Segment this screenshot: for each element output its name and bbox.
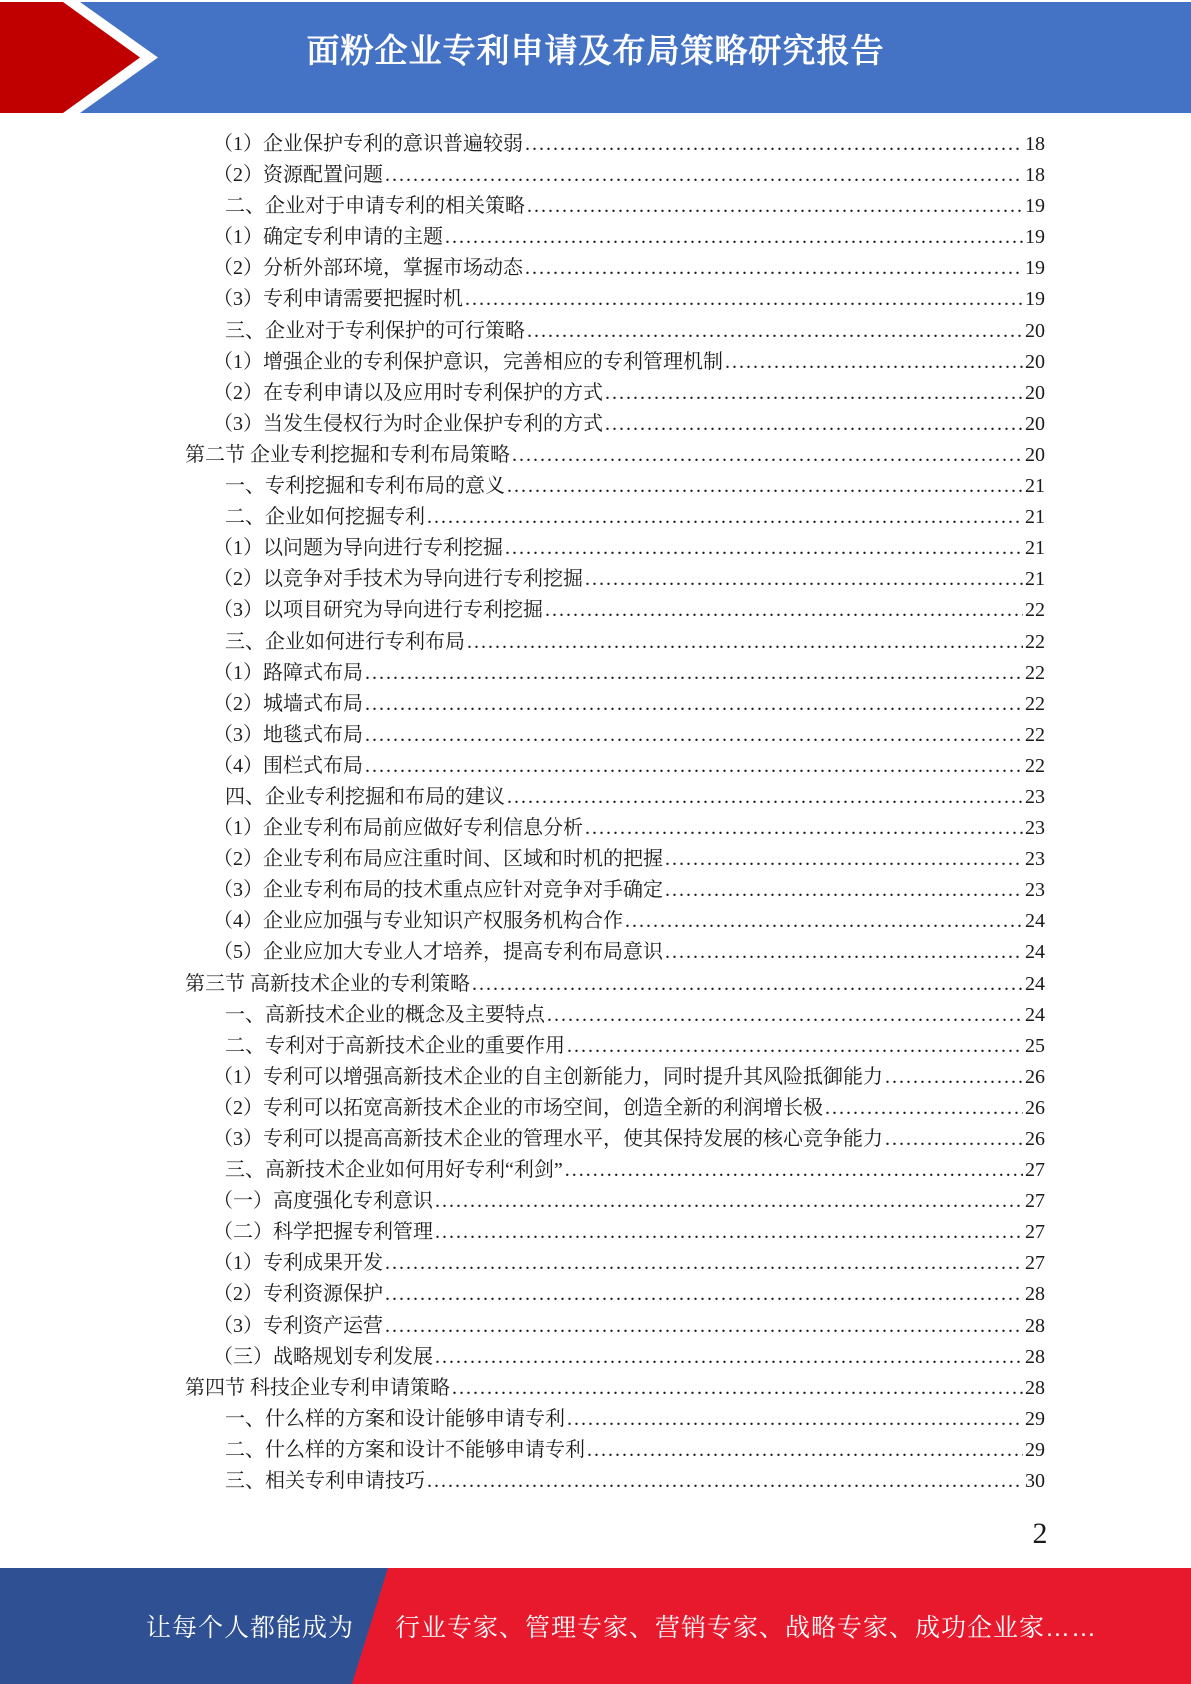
- toc-entry: [185, 875, 1045, 906]
- toc-entry-page: 22: [1025, 630, 1045, 653]
- toc-entry-label: （1）企业保护专利的意识普遍较弱: [213, 133, 523, 155]
- toc-dot-leader: [365, 689, 1023, 720]
- toc-entry-page: 20: [1025, 350, 1045, 373]
- toc-entry-label: （3）企业专利布局的技术重点应针对竞争对手确定: [213, 879, 663, 902]
- toc-entry-label: （3）专利资产运营: [213, 1314, 383, 1337]
- toc-dot-leader: [525, 129, 1023, 160]
- toc-entry-label: 二、专利对于高新技术企业的重要作用: [225, 1034, 565, 1057]
- report-title: 面粉企业专利申请及布局策略研究报告: [306, 32, 885, 69]
- toc-entry: [185, 253, 1045, 284]
- toc-entry-label: （1）增强企业的专利保护意识，完善相应的专利管理机制: [213, 350, 723, 373]
- toc-dot-leader: [525, 253, 1023, 284]
- toc-entry-label: 一、专利挖掘和专利布局的意义: [225, 475, 505, 498]
- toc-dot-leader: [547, 1000, 1023, 1031]
- toc-entry: [185, 1093, 1045, 1124]
- toc-dot-leader: [385, 1311, 1023, 1342]
- toc-entry-page: 27: [1025, 1190, 1045, 1213]
- toc-entry-page: 26: [1025, 1096, 1045, 1119]
- toc-entry-page: 30: [1025, 1470, 1045, 1493]
- toc-dot-leader: [435, 1342, 1023, 1373]
- toc-entry-label: （1）以问题为导向进行专利挖掘: [213, 537, 503, 560]
- toc-dot-leader: [435, 1217, 1023, 1248]
- toc-dot-leader: [505, 533, 1023, 564]
- toc-entry-page: 18: [1025, 164, 1045, 187]
- toc-entry-page: 24: [1025, 972, 1045, 995]
- toc-entry: [185, 284, 1045, 315]
- toc-entry: [185, 1000, 1045, 1031]
- toc-entry-page: 29: [1025, 1407, 1045, 1430]
- toc-entry-label: （2）专利可以拓宽高新技术企业的市场空间，创造全新的利润增长极: [213, 1096, 823, 1119]
- toc-entry-page: 25: [1025, 1034, 1045, 1057]
- toc-entry-label: （2）专利资源保护: [213, 1283, 383, 1306]
- toc-entry-label: （5）企业应加大专业人才培养，提高专利布局意识: [213, 941, 663, 964]
- toc-entry-page: 21: [1025, 506, 1045, 529]
- toc-dot-leader: [605, 409, 1023, 440]
- toc-entry-label: 二、什么样的方案和设计不能够申请专利: [225, 1438, 585, 1461]
- toc-dot-leader: [365, 658, 1023, 689]
- toc-entry-page: 21: [1025, 568, 1045, 591]
- toc-entry: [185, 1404, 1045, 1435]
- toc-entry-label: （2）分析外部环境，掌握市场动态: [213, 257, 523, 280]
- toc-entry-label: 第二节 企业专利挖掘和专利布局策略: [185, 443, 510, 466]
- toc-entry: [185, 1466, 1045, 1497]
- toc-dot-leader: [507, 782, 1023, 813]
- toc-dot-leader: [427, 1466, 1023, 1497]
- toc-entry: [185, 409, 1045, 440]
- toc-entry: [185, 906, 1045, 937]
- toc-entry-page: 28: [1025, 1314, 1045, 1337]
- toc-entry: [185, 1373, 1045, 1404]
- toc-dot-leader: [385, 1248, 1023, 1279]
- page-number: 2: [1032, 1517, 1048, 1550]
- toc-entry-label: 三、高新技术企业如何用好专利“利剑”: [225, 1159, 563, 1182]
- toc-entry-label: （1）路障式布局: [213, 661, 363, 684]
- toc-entry-label: 三、企业对于专利保护的可行策略: [225, 319, 525, 342]
- toc-entry-page: 22: [1025, 599, 1045, 622]
- toc-dot-leader: [665, 937, 1023, 968]
- toc-entry: [185, 595, 1045, 626]
- toc-entry-page: 18: [1025, 133, 1045, 155]
- toc-entry-label: 三、相关专利申请技巧: [225, 1470, 425, 1493]
- toc-entry: [185, 844, 1045, 875]
- toc-dot-leader: [527, 191, 1023, 222]
- toc-entry-page: 28: [1025, 1283, 1045, 1306]
- toc-dot-leader: [567, 1031, 1023, 1062]
- report-header-banner: [0, 2, 1191, 113]
- toc-entry-label: （3）专利可以提高高新技术企业的管理水平，使其保持发展的核心竞争能力: [213, 1128, 883, 1150]
- toc-dot-leader: [587, 1435, 1023, 1466]
- toc-entry-page: 26: [1025, 1128, 1045, 1150]
- toc-entry-page: 23: [1025, 817, 1045, 840]
- toc-entry: [185, 1186, 1045, 1217]
- toc-entry: [185, 937, 1045, 968]
- toc-dot-leader: [385, 1279, 1023, 1310]
- toc-entry: [185, 1124, 1045, 1155]
- toc-dot-leader: [365, 751, 1023, 782]
- toc-entry: [185, 1062, 1045, 1093]
- toc-entry-page: 22: [1025, 661, 1045, 684]
- toc-entry: [185, 471, 1045, 502]
- toc-entry-page: 20: [1025, 443, 1045, 466]
- toc-entry-label: （3）当发生侵权行为时企业保护专利的方式: [213, 412, 603, 435]
- toc-entry-label: 三、企业如何进行专利布局: [225, 630, 465, 653]
- toc-entry: [185, 191, 1045, 222]
- footer-slogan-right: 行业专家、管理专家、营销专家、战略专家、成功企业家……: [395, 1614, 1098, 1642]
- toc-entry-page: 19: [1025, 288, 1045, 311]
- toc-entry-page: 22: [1025, 723, 1045, 746]
- toc-entry: [185, 129, 1045, 160]
- toc-entry-label: 第三节 高新技术企业的专利策略: [185, 972, 470, 995]
- toc-entry-label: （3）以项目研究为导向进行专利挖掘: [213, 599, 543, 622]
- toc-entry-page: 26: [1025, 1065, 1045, 1088]
- toc-entry-label: 四、企业专利挖掘和布局的建议: [225, 785, 505, 808]
- toc-entry-label: （1）专利成果开发: [213, 1252, 383, 1275]
- toc-entry-page: 23: [1025, 785, 1045, 808]
- toc-entry-page: 29: [1025, 1438, 1045, 1461]
- toc-entry: [185, 627, 1045, 658]
- toc-dot-leader: [365, 720, 1023, 751]
- toc-entry-page: 23: [1025, 879, 1045, 902]
- toc-entry-page: 20: [1025, 412, 1045, 435]
- toc-entry-page: 27: [1025, 1252, 1045, 1275]
- toc-entry-label: （2）在专利申请以及应用时专利保护的方式: [213, 381, 603, 404]
- toc-entry: [185, 751, 1045, 782]
- toc-entry-label: （3）地毯式布局: [213, 723, 363, 746]
- toc-entry-label: （2）资源配置问题: [213, 164, 383, 187]
- toc-entry-label: （2）企业专利布局应注重时间、区域和时机的把握: [213, 848, 663, 871]
- footer-slogan-left: 让每个人都能成为: [146, 1614, 355, 1642]
- toc-entry: [185, 160, 1045, 191]
- toc-entry-page: 22: [1025, 692, 1045, 715]
- toc-entry: [185, 1031, 1045, 1062]
- toc-entry-page: 19: [1025, 226, 1045, 249]
- toc-entry-page: 27: [1025, 1221, 1045, 1244]
- toc-entry-page: 19: [1025, 257, 1045, 280]
- toc-entry: [185, 564, 1045, 595]
- toc-entry-label: （1）专利可以增强高新技术企业的自主创新能力，同时提升其风险抵御能力: [213, 1065, 883, 1088]
- toc-dot-leader: [585, 813, 1023, 844]
- toc-entry-label: 第四节 科技企业专利申请策略: [185, 1376, 450, 1399]
- toc-dot-leader: [625, 906, 1023, 937]
- toc-dot-leader: [452, 1373, 1023, 1404]
- toc-entry: [185, 1155, 1045, 1186]
- toc-entry-page: 28: [1025, 1345, 1045, 1368]
- toc-entry: [185, 1217, 1045, 1248]
- toc-entry-label: （4）企业应加强与专业知识产权服务机构合作: [213, 910, 623, 933]
- toc-entry-label: 一、高新技术企业的概念及主要特点: [225, 1003, 545, 1026]
- toc-entry: [185, 969, 1045, 1000]
- toc-dot-leader: [527, 316, 1023, 347]
- toc-entry-page: 27: [1025, 1159, 1045, 1182]
- toc-entry-page: 21: [1025, 537, 1045, 560]
- toc-entry-page: 24: [1025, 1003, 1045, 1026]
- toc-entry: [185, 782, 1045, 813]
- toc-entry: [185, 378, 1045, 409]
- toc-entry-page: 24: [1025, 910, 1045, 933]
- toc-dot-leader: [385, 160, 1023, 191]
- toc-entry-page: 20: [1025, 381, 1045, 404]
- toc-dot-leader: [472, 969, 1023, 1000]
- toc-dot-leader: [665, 844, 1023, 875]
- toc-entry-page: 20: [1025, 319, 1045, 342]
- toc-dot-leader: [725, 347, 1023, 378]
- toc-dot-leader: [435, 1186, 1023, 1217]
- toc-dot-leader: [885, 1062, 1023, 1093]
- toc-entry-label: 二、企业如何挖掘专利: [225, 506, 425, 529]
- toc-entry-label: （二）科学把握专利管理: [213, 1221, 433, 1244]
- toc-entry: [185, 1279, 1045, 1310]
- toc-dot-leader: [427, 502, 1023, 533]
- toc-entry-label: （一）高度强化专利意识: [213, 1190, 433, 1213]
- toc-entry-label: （3）专利申请需要把握时机: [213, 288, 463, 311]
- toc-entry-page: 23: [1025, 848, 1045, 871]
- toc-entry-label: （1）确定专利申请的主题: [213, 226, 443, 249]
- toc-entry-label: （1）企业专利布局前应做好专利信息分析: [213, 817, 583, 840]
- toc-entry: [185, 533, 1045, 564]
- toc-entry-label: 二、企业对于申请专利的相关策略: [225, 195, 525, 218]
- toc-entry: [185, 347, 1045, 378]
- footer-banner: [0, 1568, 1191, 1684]
- toc-dot-leader: [885, 1124, 1023, 1155]
- toc-dot-leader: [467, 627, 1023, 658]
- toc-dot-leader: [825, 1093, 1023, 1124]
- toc-entry: [185, 1342, 1045, 1373]
- toc-entry: [185, 720, 1045, 751]
- toc-dot-leader: [565, 1155, 1023, 1186]
- toc-entry-label: （2）以竞争对手技术为导向进行专利挖掘: [213, 568, 583, 591]
- toc-entry-label: （4）围栏式布局: [213, 754, 363, 777]
- toc-entry: [185, 658, 1045, 689]
- toc-entry-label: （2）城墙式布局: [213, 692, 363, 715]
- toc-dot-leader: [605, 378, 1023, 409]
- toc-dot-leader: [465, 284, 1023, 315]
- toc-entry-page: 21: [1025, 475, 1045, 498]
- toc-entry-page: 28: [1025, 1376, 1045, 1399]
- toc-dot-leader: [665, 875, 1023, 906]
- toc-entry: [185, 316, 1045, 347]
- toc-dot-leader: [585, 564, 1023, 595]
- toc-entry: [185, 1435, 1045, 1466]
- toc-entry: [185, 1311, 1045, 1342]
- toc-entry: [185, 1248, 1045, 1279]
- toc-entry-label: （三）战略规划专利发展: [213, 1345, 433, 1368]
- toc-entry: [185, 813, 1045, 844]
- toc-entry: [185, 502, 1045, 533]
- toc-dot-leader: [445, 222, 1023, 253]
- toc-entry-page: 19: [1025, 195, 1045, 218]
- toc-dot-leader: [545, 595, 1023, 626]
- toc-entry-page: 22: [1025, 754, 1045, 777]
- toc-dot-leader: [567, 1404, 1023, 1435]
- toc-entry-label: 一、什么样的方案和设计能够申请专利: [225, 1407, 565, 1430]
- toc-dot-leader: [512, 440, 1023, 471]
- toc-entry: [185, 440, 1045, 471]
- toc-entry-page: 24: [1025, 941, 1045, 964]
- toc-dot-leader: [507, 471, 1023, 502]
- toc-entry: [185, 222, 1045, 253]
- toc-entry: [185, 689, 1045, 720]
- table-of-contents: [185, 129, 1045, 1497]
